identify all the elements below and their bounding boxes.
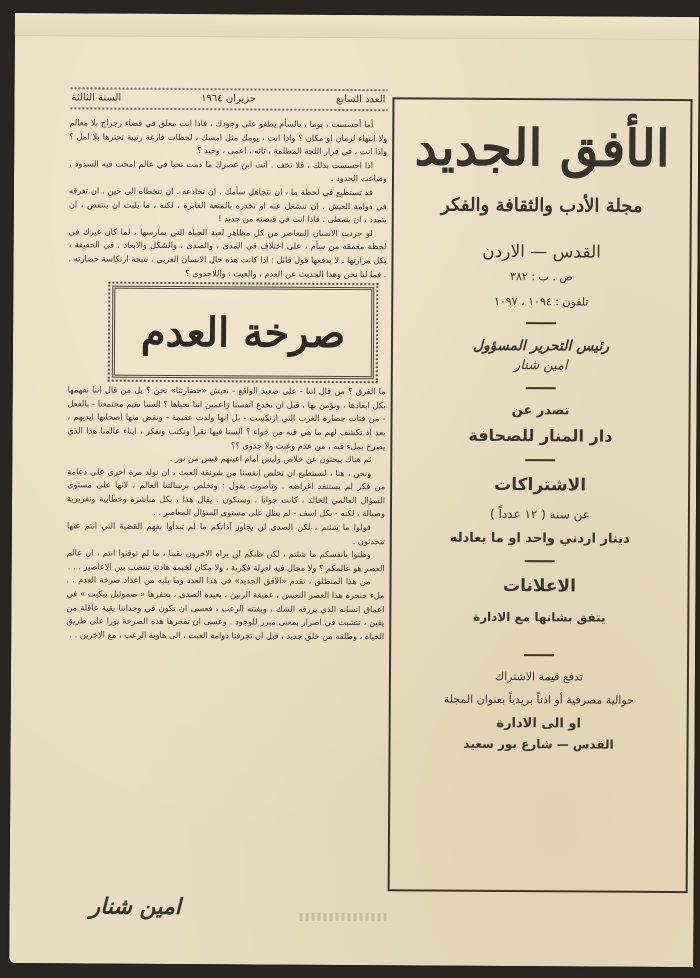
paragraph: قولوا ما شئتم ، لكن الصدى لن يجاوز آذانكم ما لم تبدأوا بفهم القضية التي انتم عنها تتحدثون . [66, 520, 385, 546]
ads-heading: الاعلانات [503, 575, 576, 596]
magazine-subtitle: مجلة الأدب والثقافة والفكر [441, 194, 643, 217]
divider [526, 387, 556, 389]
article-column [66, 86, 387, 643]
author-signature: امين شنار [89, 893, 181, 921]
published-by-label: تصدر عن [511, 402, 570, 418]
editor-in-chief-name: امين شنار [514, 357, 568, 373]
payment-line-1: تدفع قيمة الاشتراك [494, 669, 583, 683]
divider [525, 459, 555, 461]
divider [526, 322, 556, 324]
paragraph: قد تستطيع في لحظة ما ، ان تتجاهل سأمك . ان تخادعه . ان تتخطاه الى حين . ان تغرقه في دوامة العيش . ان تنشغل عنه او تخدره بالمتعة العابرة ، لكنه ، ما يلبث ان ينتفض ، ان يتمدد ، ان يتمطى . فاذا انت في قبضته من جديد ! [68, 185, 387, 225]
payment-line-3: او الى الادارة [496, 715, 581, 731]
paragraph: من هذا المنطلق ، تقدم «الافق الجديد» في هذا العدد وما يليه من اعداد صرخة العدم . . ملء حنجرة هذا العصر التعيس ، عميقة الرنين ، بعيدة الصدى ، يحفرها « صموئيل بيكيت » في اعماق انسانه الذي يزرقه الشك ، ويفتته الرعب ، فعسى ان تكون في وجداننا بقية عاقلة من يقين ، تتشبث في اصرار بمعنى مبرر للوجود . وعسى ان تفجرها هذه الصرخة نورا على طريق الحياة ، وطلقة من خلق جديد ، قبل ان تجرفنا دوامة العبث ، الى هاوية الرعب ، مع الاخرين . . [66, 574, 385, 642]
payment-address: القدس — شارع بور سعيد [463, 736, 614, 752]
ads-note: يتفق بشانها مع الادارة [473, 609, 606, 625]
faint-stamp-mark [299, 913, 389, 922]
issue-year: السنة الثالثة [71, 92, 122, 104]
issue-header [69, 90, 387, 108]
publisher-name: دار المنار للصحافة [468, 425, 613, 446]
page-top-fold [15, 13, 699, 40]
paragraph: لو جردت الانسان المعاصر من كل مظاهر لعبة الحياة التي يمارسها ، لما كان غيرك في لحظة معمقة من سأم ، على اختلاف في المدى ، والصدى ، والشكل والابعاد . في الحقيقة ، بكل مرارتها . لا يدفعها قول قائل : اذا كانت هذه حال الانسان الغربي ، نتيجة ارتكاسة حضارته . . فما لنا نحن وهذا الحديث عن العدم ، والعبث ، واللاجدوى ؟ [68, 226, 387, 279]
article-body [66, 116, 387, 643]
phone-numbers: تلفون : ١٠٩٤ ، ١٠٩٧ [493, 294, 589, 309]
editor-in-chief-label: رئيس التحرير المسؤول [472, 337, 610, 355]
po-box: ص . ب : ٣٨٢ [510, 269, 573, 283]
article-title-frame [112, 286, 375, 380]
dotted-rule-bottom [69, 106, 387, 112]
subscription-price: دينار اردني واحد او ما يعادله [449, 530, 630, 547]
location: القدس — الاردن [482, 241, 601, 263]
paragraph: ما الفرق ؟ من قال اننا - على صعيد الواقع - نعيش «حضارتنا» نحن ؟ بل من قال اننا نفهمها بكل ابعادها ، ونؤمن بها ، قبل ان نخدع انفسنا زاعمين اننا نحياها ؟ السنا نقيم مجتمعنا - بالفعل - من فتات حضارة الغرب التي ارتكست - بل انها ولدت عقيمة - ونقض منها اصحابها ايديهم ، بعد اذ تكشف لهم ما هي فيه من خواء ؟ السنا فيها نقرأ ونكتب ونفكر ، ابناء عالمنا هذا الذي يصرخ بملء فيه ، من عدم وعبث ولا جدوى ؟؟ [67, 384, 386, 451]
issue-number: العدد السابع [336, 93, 386, 106]
subscriptions-heading: الاشتراكات [494, 474, 587, 495]
paragraph: أما أحسست ، يوما ، بالسأم يطفو على وجودك ، فاذا انت معلق في فضاء رجراج بلا معالم ولا انتهاء لزمان او مكان ؟ واذا انت ، يومك مثل امسك ، لحظات فارغة رتيبة تجترها بلا امل ؟ واذا انت ، في قرار اللجة المظلمة ، تائه ، اعمى ، وحيد ؟ [69, 117, 388, 157]
divider [524, 654, 554, 656]
paragraph: ونحن ، هنا ، لنستطيع ان نخلص انفسنا من شرنقة العبث ، ان نولد مرة اخرى على دعامة من فكر لم يستنفد اغراضه . وتأصوت يقول : ونخلص برسالتنا العالم ، لانها على مستوى السؤال العالمي الخالد ، كانت جوابا ، وستكون . يقال هذا ، بكل مباشرة وخطابية وتقريرية وصيالة ، لكنه - بكل اسف - لم يظل على مستوى السؤال المعاصر . . [67, 466, 386, 519]
paragraph: ثم هناك يبحثون عن خلاص وليس امام اعينهم قبس من نور . [169, 453, 372, 465]
paragraph: وظنوا بانفسكم ما شئتم ، لكن ظنكم لن يراه الاخرون يقينا ، ما لم توقنوا انتم ، ان عالم العصر هو عالمكم ؟ ولا مجال فيه لعزلة فكرية ، ولا مكان لخيمة هادئة تنتصب بين الاعاصير . . . [66, 547, 385, 574]
magazine-page [9, 13, 699, 967]
masthead-box [388, 97, 693, 893]
magazine-title: الأفق الجديد [414, 117, 670, 179]
paragraph: اذا احسست بذلك ، فلا تخف . انت ابن عصرك ما دمت تحيا في عالم امحت فيه السدود ، وضاعت الحدود . [69, 158, 388, 184]
subscription-period: عن سنه ( ١٢ عدداً ) [489, 506, 590, 522]
issue-date: حزيران ١٩٦٤ [201, 93, 257, 105]
divider [525, 560, 555, 562]
article-title: صرخة العدم [140, 308, 346, 357]
payment-line-2: حوالية مصرفية أو اذناً بريدياً بعنوان المجلة [443, 692, 634, 707]
